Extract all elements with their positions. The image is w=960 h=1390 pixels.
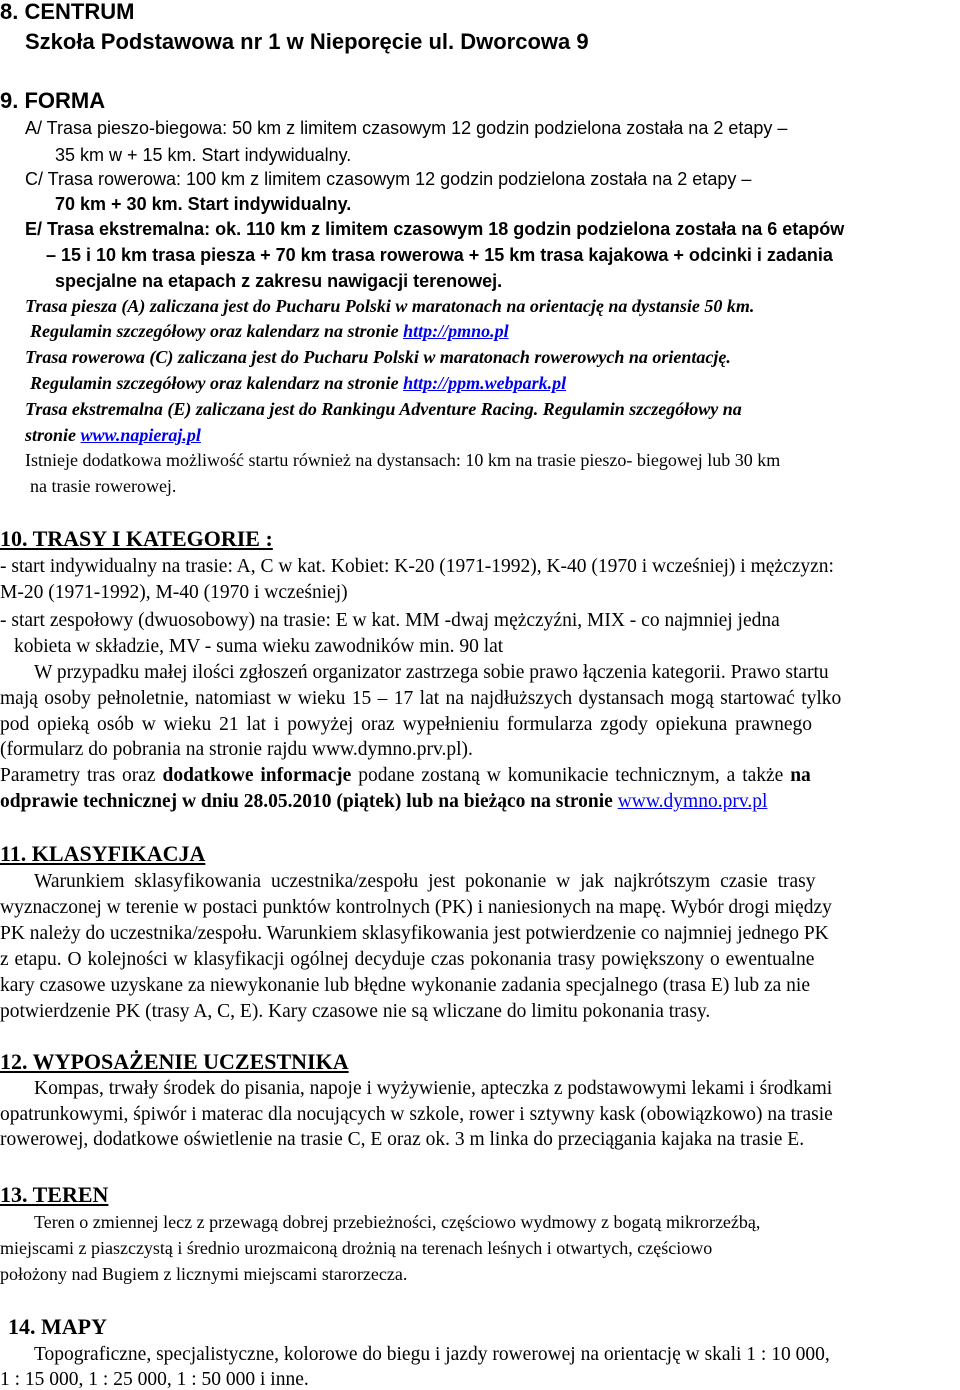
parameters-text-a: Parametry tras oraz bbox=[0, 765, 163, 786]
categories-para-line-1: W przypadku małej ilości zgłoszeń organizator zastrzega sobie prawo łączenia kategorii. Prawo startu bbox=[34, 662, 829, 683]
terrain-line-2: miejscami z piaszczystą i średnio urozmaiconą drożnią na terenach leśnych i otwartych, częściowo bbox=[0, 1238, 713, 1258]
route-a-line-1: A/ Trasa pieszo-biegowa: 50 km z limitem czasowym 12 godzin podzielona została na 2 etapy – bbox=[25, 118, 788, 138]
route-a-cup-line: Trasa piesza (A) zaliczana jest do Pucharu Polski w maratonach na orientację na dystansie 50 km. bbox=[25, 296, 755, 316]
maps-line-2: 1 : 15 000, 1 : 25 000, 1 : 50 000 i inne. bbox=[0, 1369, 309, 1390]
section-8-heading: 8. CENTRUM bbox=[0, 0, 135, 24]
route-e-line-3: specjalne na etapach z zakresu nawigacji terenowej. bbox=[55, 271, 503, 291]
pmno-link[interactable]: http://pmno.pl bbox=[403, 321, 509, 341]
route-c-cup-line: Trasa rowerowa (C) zaliczana jest do Pucharu Polski w maratonach rowerowych na orientację. bbox=[25, 347, 731, 367]
section-12-heading: 12. WYPOSAŻENIE UCZESTNIKA bbox=[0, 1049, 349, 1074]
classification-line-1: Warunkiem sklasyfikowania uczestnika/zespołu jest pokonanie w jak najkrótszym czasie trasy bbox=[34, 871, 816, 892]
parameters-text-b: dodatkowe informacje bbox=[162, 765, 352, 786]
parameters-text-c: podane zostaną w komunikacie technicznym, a także bbox=[351, 765, 791, 786]
section-14-heading: 14. MAPY bbox=[8, 1314, 107, 1339]
parameters-briefing-text: odprawie technicznej w dniu 28.05.2010 (piątek) lub na bieżąco na stronie bbox=[0, 791, 618, 812]
classification-line-2: wyznaczonej w terenie w postaci punktów kontrolnych (PK) i naniesionych na mapę. Wybór drogi między bbox=[0, 897, 832, 918]
section-13-heading: 13. TEREN bbox=[0, 1182, 109, 1207]
section-11-heading: 11. KLASYFIKACJA bbox=[0, 841, 206, 866]
route-e-ranking-line: Trasa ekstremalna (E) zaliczana jest do Rankingu Adventure Racing. Regulamin szczegółowy na bbox=[25, 399, 742, 419]
terrain-line-1: Teren o zmiennej lecz z przewagą dobrej przebieżności, częściowo wydmowy z bogatą mikrorzeźbą, bbox=[34, 1212, 761, 1232]
section-9-heading: 9. FORMA bbox=[0, 88, 106, 113]
route-c-rules-text: Regulamin szczegółowy oraz kalendarz na stronie bbox=[30, 373, 404, 393]
classification-line-3: PK należy do uczestnika/zespołu. Warunkiem sklasyfikowania jest potwierdzenie co najmniej jednego PK bbox=[0, 923, 829, 944]
route-a-line-2: 35 km w + 15 km. Start indywidualny. bbox=[55, 145, 352, 165]
maps-line-1: Topograficzne, specjalistyczne, kolorowe do biegu i jazdy rowerowej na orientację w skali 1 : 10 000, bbox=[34, 1344, 830, 1365]
classification-line-5: kary czasowe uzyskane za niewykonanie lub błędne wykonanie zadania specjalnego (trasa E) lub za nie bbox=[0, 975, 810, 996]
route-c-line-1: C/ Trasa rowerowa: 100 km z limitem czasowym 12 godzin podzielona została na 2 etapy – bbox=[25, 169, 752, 189]
parameters-line-1 bbox=[0, 766, 811, 786]
route-e-site-line bbox=[25, 426, 201, 444]
route-a-rules-line bbox=[30, 322, 509, 340]
categories-line-3: - start zespołowy (dwuosobowy) na trasie: E w kat. MM -dwaj mężczyźni, MIX - co najmniej jedna bbox=[0, 610, 780, 631]
categories-para-line-2: mają osoby pełnoletnie, natomiast w wieku 15 – 17 lat na najdłuższych dystansach mogą startować tylko bbox=[0, 688, 842, 709]
section-8-location: Szkoła Podstawowa nr 1 w Nieporęcie ul. Dworcowa 9 bbox=[25, 29, 589, 54]
route-e-line-2: – 15 i 10 km trasa piesza + 70 km trasa rowerowa + 15 km trasa kajakowa + odcinki i zadania bbox=[46, 245, 833, 265]
extra-distance-line-2: na trasie rowerowej. bbox=[30, 476, 177, 496]
categories-para-line-4: (formularz do pobrania na stronie rajdu www.dymno.prv.pl). bbox=[0, 739, 473, 760]
dymno-link[interactable]: www.dymno.prv.pl bbox=[617, 791, 768, 812]
equipment-line-3: rowerowej, dodatkowe oświetlenie na trasie C, E oraz ok. 3 m linka do przeciągania kajaka na trasie E. bbox=[0, 1129, 805, 1150]
section-10-heading: 10. TRASY I KATEGORIE : bbox=[0, 526, 273, 551]
classification-line-6: potwierdzenie PK (trasy A, C, E). Kary czasowe nie są wliczane do limitu pokonania trasy. bbox=[0, 1001, 711, 1022]
categories-line-2: M-20 (1971-1992), M-40 (1970 i wcześniej) bbox=[0, 582, 348, 603]
classification-line-4: z etapu. O kolejności w klasyfikacji ogólnej decyduje czas pokonania trasy powiększony o ewentualne bbox=[0, 949, 815, 970]
ppm-webpark-link[interactable]: http://ppm.webpark.pl bbox=[403, 373, 567, 393]
categories-line-1: - start indywidualny na trasie: A, C w kat. Kobiet: K-20 (1971-1992), K-40 (1970 i wcześniej) i mężczyzn: bbox=[0, 556, 834, 577]
route-c-rules-line bbox=[30, 374, 566, 392]
categories-para-line-3: pod opieką osób w wieku 21 lat i powyżej oraz wypełnieniu formularza zgody opiekuna prawnego bbox=[0, 714, 813, 735]
categories-line-4: kobieta w składzie, MV - suma wieku zawodników min. 90 lat bbox=[14, 636, 504, 657]
route-e-line-1: E/ Trasa ekstremalna: ok. 110 km z limitem czasowym 18 godzin podzielona została na 6 etapów bbox=[25, 219, 845, 239]
equipment-line-1: Kompas, trwały środek do pisania, napoje i wyżywienie, apteczka z podstawowymi lekami i środkami bbox=[34, 1078, 833, 1099]
napieraj-link[interactable]: www.napieraj.pl bbox=[80, 425, 201, 445]
parameters-text-d: na bbox=[790, 765, 811, 786]
parameters-line-2 bbox=[0, 792, 767, 812]
route-a-rules-text: Regulamin szczegółowy oraz kalendarz na stronie bbox=[30, 321, 404, 341]
route-c-line-2: 70 km + 30 km. Start indywidualny. bbox=[55, 194, 352, 214]
equipment-line-2: opatrunkowymi, śpiwór i materac dla nocujących w szkole, rower i sztywny kask (obowiązkowo) na trasie bbox=[0, 1104, 833, 1125]
extra-distance-line-1: Istnieje dodatkowa możliwość startu również na dystansach: 10 km na trasie pieszo- biegowej lub 30 km bbox=[25, 450, 781, 470]
route-e-site-text: stronie bbox=[25, 425, 81, 445]
terrain-line-3: położony nad Bugiem z licznymi miejscami starorzecza. bbox=[0, 1264, 408, 1284]
